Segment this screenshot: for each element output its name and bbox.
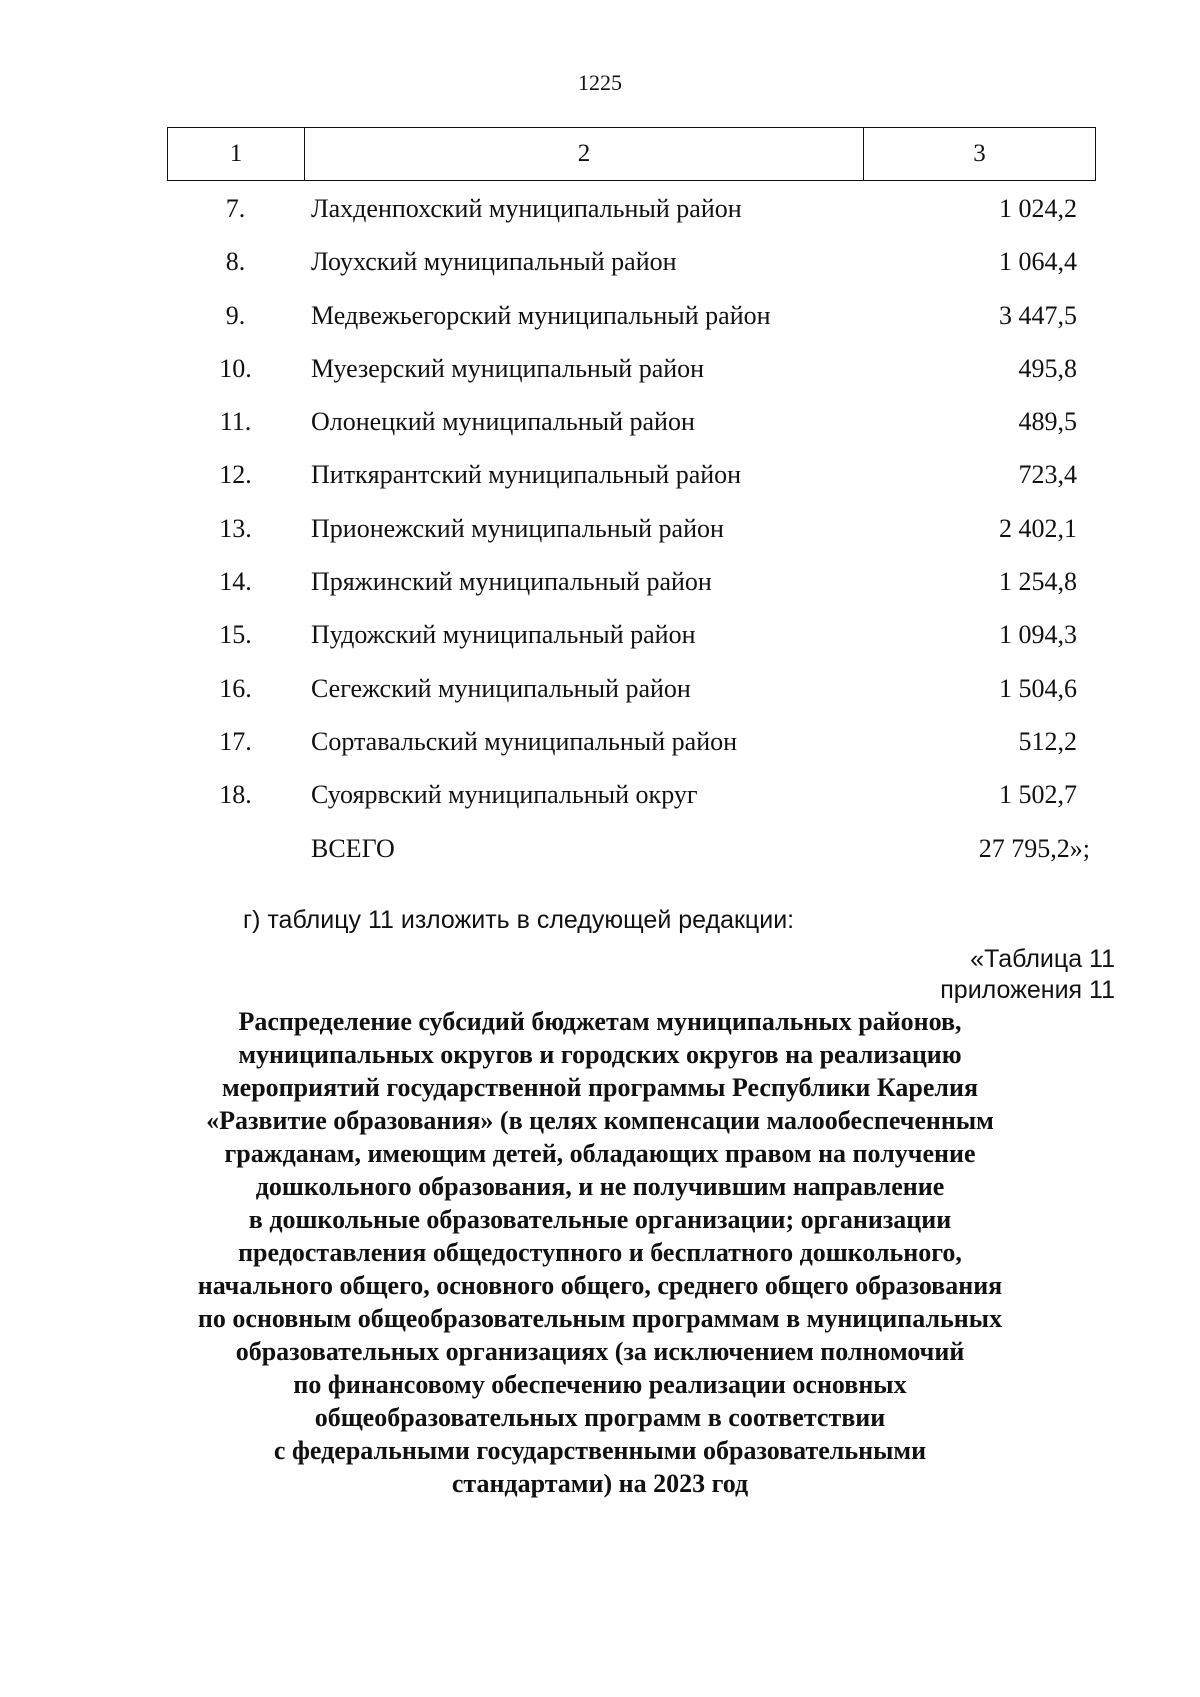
- table-reference-line-2: приложения 11: [940, 976, 1115, 1004]
- title-line: мероприятий государственной программы Республики Карелия: [221, 1073, 979, 1102]
- row-name: Пряжинский муниципальный район: [311, 567, 712, 597]
- row-number: 10.: [219, 353, 252, 383]
- header-col-1: 1: [168, 128, 305, 180]
- title-line: в дошкольные образовательные организации; организации: [248, 1205, 952, 1234]
- table-row: [167, 772, 1096, 825]
- title-line: с федеральными государственными образовательными: [273, 1436, 927, 1465]
- row-name: Лахденпохский муниципальный район: [311, 194, 742, 223]
- table-row: [167, 719, 1096, 772]
- table-title: [150, 1005, 1050, 1500]
- row-value: 1 094,3: [999, 620, 1077, 650]
- row-value: 3 447,5: [999, 300, 1077, 330]
- row-value: 1 064,4: [999, 247, 1077, 277]
- table-row: [167, 293, 1096, 346]
- table-row: [167, 346, 1096, 399]
- table-row: [167, 239, 1096, 292]
- table-row: [167, 399, 1096, 452]
- title-line: дошкольного образования, и не получившим направление: [255, 1172, 945, 1201]
- row-number: 17.: [219, 726, 252, 756]
- title-line: стандартами) на 2023 год: [451, 1469, 749, 1498]
- row-name: Олонецкий муниципальный район: [311, 407, 695, 437]
- header-col-2: 2: [305, 128, 864, 180]
- row-number: 18.: [219, 780, 252, 810]
- table-row: [167, 506, 1096, 559]
- row-value: 2 402,1: [999, 513, 1077, 543]
- row-value: 1 502,7: [999, 780, 1077, 810]
- title-line: предоставления общедоступного и бесплатного дошкольного,: [238, 1238, 962, 1267]
- row-number: 16.: [219, 673, 252, 703]
- row-name: Сортавальский муниципальный район: [311, 726, 738, 756]
- title-line: муниципальных округов и городских округов на реализацию: [238, 1040, 962, 1069]
- table-row: [167, 612, 1096, 665]
- title-line: по основным общеобразовательным программам в муниципальных: [197, 1304, 1003, 1333]
- row-name: Пудожский муниципальный район: [311, 620, 696, 650]
- table-row: [167, 559, 1096, 612]
- table-row: [167, 666, 1096, 719]
- row-name: Питкярантский муниципальный район: [311, 460, 742, 490]
- row-name: Медвежьегорский муниципальный район: [311, 300, 771, 330]
- row-value: 489,5: [1018, 407, 1077, 437]
- table-body: [167, 186, 1096, 879]
- title-line: гражданам, имеющим детей, обладающих правом на получение: [224, 1139, 976, 1168]
- title-line: Распределение субсидий бюджетам муниципальных районов,: [238, 1007, 962, 1036]
- row-number: 13.: [219, 513, 252, 543]
- title-line: по финансовому обеспечению реализации основных: [293, 1370, 907, 1399]
- amendment-instruction: г) таблицу 11 изложить в следующей редакции:: [243, 906, 795, 934]
- row-value: 1 024,2: [999, 194, 1077, 223]
- row-name: Муезерский муниципальный район: [311, 353, 705, 383]
- table-reference-line-1: «Таблица 11: [970, 945, 1115, 973]
- row-number: 9.: [225, 300, 246, 330]
- title-line: начального общего, основного общего, среднего общего образования: [197, 1271, 1003, 1300]
- row-name: Лоухский муниципальный район: [311, 247, 677, 277]
- table-row: [167, 452, 1096, 505]
- row-value: 495,8: [1018, 353, 1077, 383]
- table-row: [167, 186, 1096, 239]
- title-line: «Развитие образования» (в целях компенсации малообеспеченным: [206, 1106, 994, 1135]
- page-number: 1225: [578, 70, 622, 95]
- row-value: 723,4: [1018, 460, 1077, 490]
- title-line: общеобразовательных программ в соответствии: [314, 1403, 886, 1432]
- table-total-row: [167, 826, 1096, 879]
- row-number: 11.: [219, 407, 252, 437]
- header-col-3: 3: [973, 140, 986, 167]
- table-header: [167, 127, 1096, 181]
- title-line: образовательных организациях (за исключением полномочий: [235, 1337, 965, 1366]
- row-value: 1 254,8: [999, 567, 1077, 597]
- row-name: Суоярвский муниципальный округ: [311, 780, 698, 810]
- total-label: ВСЕГО: [311, 833, 395, 863]
- total-value: 27 795,2»;: [978, 833, 1090, 863]
- row-number: 15.: [219, 620, 252, 650]
- row-value: 512,2: [1018, 726, 1077, 756]
- row-name: Сегежский муниципальный район: [311, 673, 691, 703]
- row-name: Прионежский муниципальный район: [311, 513, 724, 543]
- row-number: 8.: [225, 247, 246, 277]
- row-number: 7.: [225, 194, 246, 223]
- row-number: 14.: [219, 567, 252, 597]
- row-value: 1 504,6: [999, 673, 1077, 703]
- row-number: 12.: [219, 460, 252, 490]
